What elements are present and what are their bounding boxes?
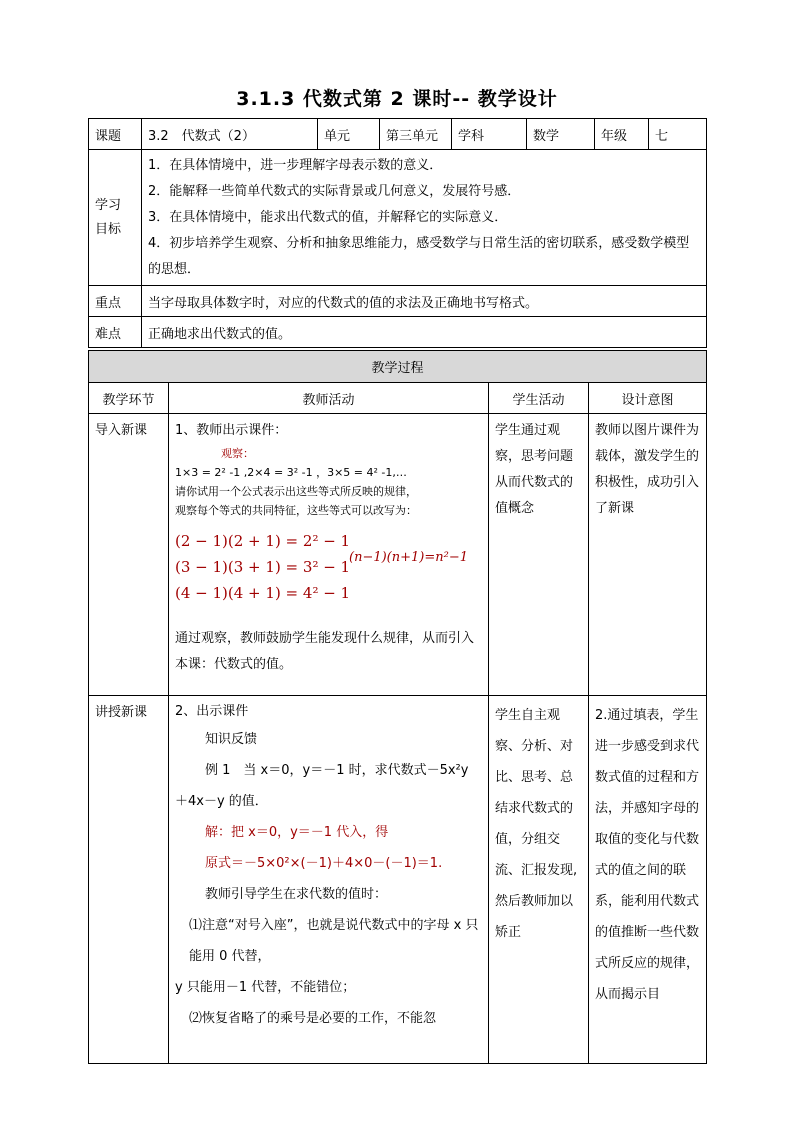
- page-title: 3.1.3 代数式第 2 课时-- 教学设计: [236, 88, 558, 110]
- question-line-2: 观察每个等式的共同特征，这些等式可以改写为：: [175, 504, 417, 517]
- difficulty-label: 难点: [89, 317, 142, 348]
- solution-line-1: 解：把 x＝0，y＝－1 代入，得: [205, 825, 389, 840]
- observe-label: 观察：: [221, 447, 254, 460]
- goal-item: 2．能解释一些简单代数式的实际背景或几何意义，发展符号感．: [148, 183, 521, 199]
- goals-content: [142, 150, 707, 286]
- process-table: [88, 350, 707, 1064]
- stage-teach: 讲授新课: [89, 696, 169, 1064]
- key-label: 重点: [89, 286, 142, 317]
- goal-item: 4．初步培养学生观察、分析和抽象思维能力，感受数学与日常生活的密切联系，感受数学模型的思想．: [148, 235, 690, 277]
- goal-item: 1．在具体情境中，进一步理解字母表示数的意义．: [148, 157, 443, 173]
- topic-label: 课题: [89, 119, 142, 150]
- note-1-cont: y 只能用－1 代替，不能错位；: [175, 980, 356, 995]
- col-intent: 设计意图: [589, 383, 707, 414]
- unit-value: 第三单元: [380, 119, 452, 150]
- teacher-teach: [169, 696, 489, 1064]
- grade-value: 七: [649, 119, 707, 150]
- guide-line: 教师引导学生在求代数的值时：: [205, 887, 388, 902]
- example-line-2: ＋4x－y 的值．: [175, 794, 268, 809]
- intent-teach: 2.通过填表，学生进一步感受到求代数式值的过程和方法，并感知字母的取值的变化与代数式的值之间的联系，能利用代数式的值推断一些代数式所反应的规律，从而揭示目: [589, 696, 707, 1064]
- intro-step: 1、教师出示课件：: [175, 423, 288, 438]
- process-header: 教学过程: [89, 351, 707, 383]
- example-line-1: 例 1 当 x＝0，y＝－1 时，求代数式－5x²y: [205, 763, 469, 778]
- math-general: (n−1)(n+1)=n²−1: [349, 550, 468, 565]
- teacher-intro: [169, 414, 489, 696]
- feedback-label: 知识反馈: [205, 732, 258, 747]
- observe-equations: 1×3 = 2² -1 ,2×4 = 3² -1 ，3×5 = 4² -1,…: [175, 466, 407, 479]
- subject-label: 学科: [452, 119, 527, 150]
- info-table: [88, 118, 707, 348]
- note-1: ⑴注意“对号入座”，也就是说代数式中的字母 x 只能用 0 代替，: [189, 918, 479, 964]
- grade-label: 年级: [595, 119, 649, 150]
- note-2: ⑵恢复省略了的乘号是必要的工作，不能忽: [189, 1011, 437, 1026]
- solution-line-2: 原式＝－5×0²×(－1)＋4×0－(－1)＝1.: [205, 856, 443, 871]
- question-line-1: 请你试用一个公式表示出这些等式所反映的规律，: [175, 485, 417, 498]
- intent-intro: 教师以图片课件为载体，激发学生的积极性，成功引入了新课: [589, 414, 707, 696]
- col-student: 学生活动: [489, 383, 589, 414]
- intro-paragraph: 通过观察，教师鼓励学生能发现什么规律，从而引入本课：代数式的值。: [175, 631, 475, 672]
- teach-step: 2、出示课件: [175, 704, 249, 719]
- subject-value: 数学: [527, 119, 595, 150]
- student-teach: 学生自主观察、分析、对比、思考、总结求代数式的值，分组交流、汇报发现,然后教师加以矫正: [489, 696, 589, 1064]
- difficulty-text: 正确地求出代数式的值。: [142, 317, 707, 348]
- math-line-3: (4 − 1)(4 + 1) = 4² − 1: [175, 584, 351, 602]
- stage-intro: 导入新课: [89, 414, 169, 696]
- topic-value: 3.2 代数式（2）: [142, 119, 318, 150]
- student-intro: 学生通过观察，思考问题从而代数式的值概念: [489, 414, 589, 696]
- col-teacher: 教师活动: [169, 383, 489, 414]
- math-line-2: (3 − 1)(3 + 1) = 3² − 1: [175, 558, 351, 576]
- key-text: 当字母取具体数字时，对应的代数式的值的求法及正确地书写格式。: [142, 286, 707, 317]
- math-line-1: (2 − 1)(2 + 1) = 2² − 1: [175, 532, 351, 550]
- unit-label: 单元: [318, 119, 380, 150]
- goals-label: 学习 目标: [89, 150, 142, 286]
- goal-item: 3．在具体情境中，能求出代数式的值，并解释它的实际意义．: [148, 209, 508, 225]
- col-stage: 教学环节: [89, 383, 169, 414]
